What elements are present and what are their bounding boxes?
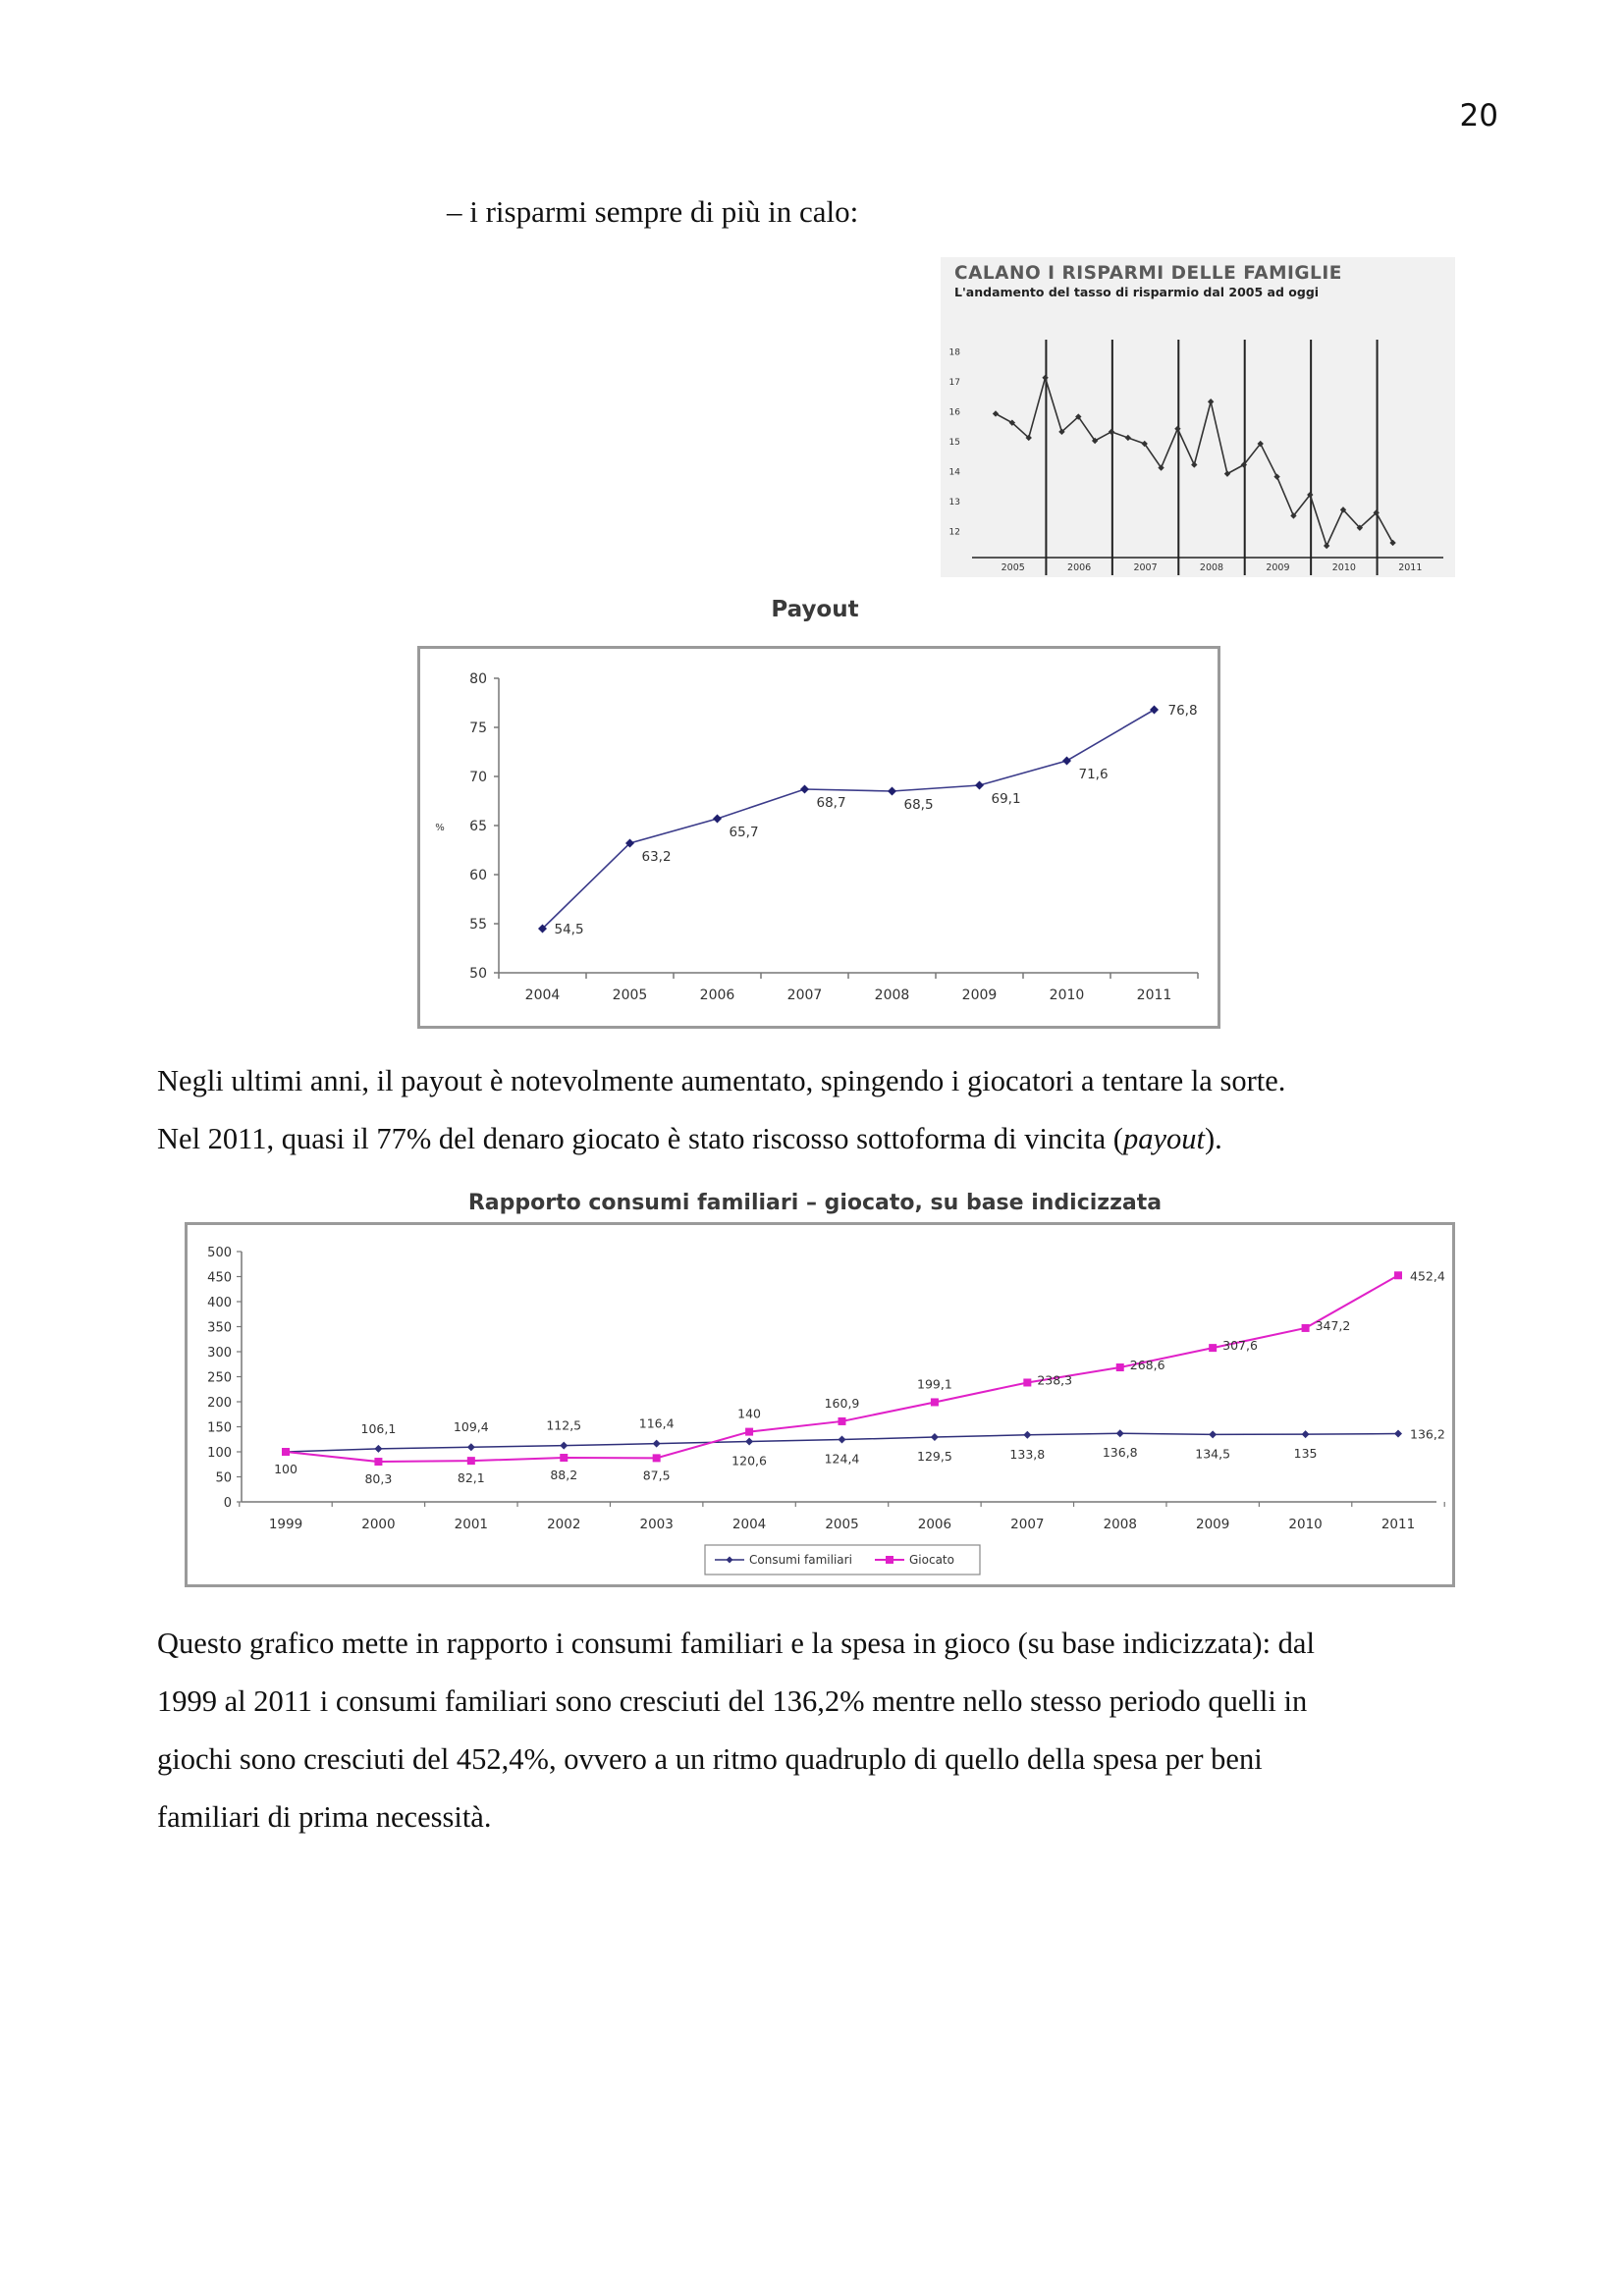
giocato-data-point	[1302, 1324, 1310, 1332]
paragraph-payout-line-2	[157, 1110, 1492, 1168]
consumi-data-point	[467, 1443, 475, 1451]
payout-y-tick-label: 70	[469, 770, 487, 785]
savings-chart-svg	[941, 257, 1455, 577]
index-x-tick-label: 2011	[1380, 1517, 1416, 1532]
consumi-data-label: 112,5	[546, 1417, 582, 1433]
payout-data-point	[1150, 706, 1159, 715]
index-y-tick-label: 300	[207, 1346, 232, 1361]
giocato-data-point	[653, 1454, 661, 1462]
savings-y-tick-label: 14	[948, 467, 960, 478]
savings-x-tick-label: 2005	[1001, 562, 1025, 573]
savings-chart-title: CALANO I RISPARMI DELLE FAMIGLIE	[954, 263, 1342, 284]
payout-data-label: 63,2	[641, 849, 672, 865]
giocato-data-label: 160,9	[824, 1395, 860, 1411]
savings-x-tick-label: 2006	[1067, 562, 1092, 573]
index-x-tick-label: 2003	[639, 1517, 674, 1532]
payout-y-tick-label: 75	[469, 721, 487, 736]
payout-chart-svg	[420, 649, 1218, 1026]
giocato-data-label: 100	[274, 1462, 298, 1476]
consumi-data-label: 124,4	[824, 1451, 860, 1467]
consumi-data-label: 133,8	[1009, 1446, 1046, 1462]
giocato-data-label: 87,5	[642, 1468, 671, 1483]
consumi-data-label: 134,5	[1195, 1446, 1231, 1462]
index-chart	[185, 1222, 1455, 1587]
paragraph-payout-end: ).	[1204, 1122, 1222, 1155]
consumi-data-label: 106,1	[360, 1420, 397, 1436]
savings-chart-subtitle: L'andamento del tasso di risparmio dal 2005 ad oggi	[954, 285, 1320, 299]
payout-x-tick-label: 2005	[612, 988, 648, 1003]
payout-x-tick-label: 2007	[786, 988, 823, 1003]
consumi-data-point	[1394, 1430, 1402, 1438]
giocato-data-label: 82,1	[457, 1470, 485, 1486]
payout-series-line	[543, 710, 1155, 929]
giocato-data-label: 80,3	[364, 1471, 393, 1487]
payout-data-label: 68,5	[903, 797, 934, 813]
giocato-data-label: 307,6	[1222, 1338, 1258, 1354]
payout-data-label: 76,8	[1167, 703, 1198, 719]
index-x-tick-label: 2001	[454, 1517, 489, 1532]
consumi-data-label: 116,4	[638, 1415, 675, 1431]
giocato-data-label: 347,2	[1315, 1317, 1351, 1333]
index-y-tick-label: 400	[207, 1296, 232, 1310]
index-y-tick-label: 100	[207, 1446, 232, 1461]
index-x-tick-label: 2006	[917, 1517, 952, 1532]
giocato-legend-label: Giocato	[909, 1553, 954, 1567]
consumi-data-point	[745, 1437, 753, 1445]
giocato-data-point	[374, 1458, 382, 1466]
payout-y-axis-label: %	[435, 823, 445, 833]
payout-y-tick-label: 60	[469, 868, 487, 883]
index-x-tick-label: 2004	[731, 1517, 767, 1532]
consumi-data-label: 120,6	[731, 1453, 767, 1468]
payout-data-label: 71,6	[1078, 767, 1109, 782]
index-x-tick-label: 2009	[1195, 1517, 1230, 1532]
payout-y-tick-label: 80	[469, 671, 487, 687]
consumi-legend-label: Consumi familiari	[749, 1553, 852, 1567]
index-x-tick-label: 2005	[825, 1517, 859, 1532]
giocato-legend-marker	[886, 1556, 893, 1564]
savings-y-tick-label: 12	[948, 527, 960, 538]
index-legend	[705, 1545, 980, 1575]
consumi-data-label: 135	[1293, 1446, 1318, 1462]
savings-y-tick-label: 17	[948, 377, 960, 388]
index-x-tick-label: 2010	[1288, 1517, 1323, 1532]
giocato-data-label: 88,2	[550, 1468, 578, 1483]
consumi-data-point	[374, 1445, 382, 1453]
consumi-data-label: 109,4	[453, 1419, 489, 1435]
consumi-data-point	[931, 1433, 939, 1441]
payout-x-tick-label: 2008	[874, 988, 910, 1003]
index-y-tick-label: 0	[223, 1496, 232, 1511]
payout-chart-title: Payout	[771, 597, 859, 622]
savings-chart	[941, 257, 1455, 577]
index-x-tick-label: 2008	[1103, 1517, 1137, 1532]
savings-y-tick-label: 13	[948, 498, 960, 508]
giocato-data-label: 140	[737, 1406, 762, 1421]
index-y-tick-label: 250	[207, 1370, 232, 1386]
paragraph-index	[157, 1615, 1492, 1846]
consumi-data-point	[560, 1442, 568, 1450]
paragraph-index-line-2: 1999 al 2011 i consumi familiari sono cresciuti del 136,2% mentre nello stesso periodo quelli in	[157, 1684, 1308, 1718]
paragraph-payout	[157, 1052, 1492, 1168]
payout-data-label: 69,1	[991, 791, 1021, 807]
index-y-tick-label: 350	[207, 1320, 232, 1336]
index-chart-svg	[188, 1225, 1452, 1584]
paragraph-payout-line-1: Negli ultimi anni, il payout è notevolmente aumentato, spingendo i giocatori a tentare la sorte.	[157, 1064, 1286, 1097]
giocato-data-point	[931, 1398, 939, 1406]
payout-data-point	[713, 815, 722, 824]
giocato-data-point	[282, 1448, 290, 1456]
payout-data-point	[888, 787, 896, 796]
paragraph-index-line-3: giochi sono cresciuti del 452,4%, ovvero a un ritmo quadruplo di quello della spesa per beni	[157, 1742, 1263, 1776]
index-x-tick-label: 2002	[547, 1517, 581, 1532]
payout-emphasis: payout	[1122, 1122, 1205, 1155]
payout-x-tick-label: 2004	[524, 988, 561, 1003]
payout-x-tick-label: 2011	[1136, 988, 1172, 1003]
index-y-tick-label: 200	[207, 1396, 232, 1411]
paragraph-index-line-4: familiari di prima necessità.	[157, 1800, 492, 1834]
consumi-data-point	[839, 1436, 846, 1444]
consumi-data-point	[1023, 1431, 1031, 1439]
payout-chart	[417, 646, 1220, 1029]
giocato-data-point	[839, 1417, 846, 1425]
payout-data-label: 54,5	[554, 922, 584, 937]
payout-x-tick-label: 2006	[699, 988, 735, 1003]
payout-data-label: 65,7	[729, 825, 759, 840]
savings-x-tick-label: 2010	[1331, 562, 1356, 573]
giocato-data-point	[467, 1457, 475, 1465]
payout-data-point	[1062, 757, 1071, 766]
giocato-data-point	[1209, 1344, 1217, 1352]
consumi-data-label: 136,2	[1410, 1426, 1445, 1442]
savings-x-tick-label: 2011	[1398, 562, 1423, 573]
giocato-data-label: 199,1	[917, 1376, 952, 1392]
consumi-data-label: 129,5	[917, 1448, 952, 1464]
savings-x-tick-label: 2009	[1266, 562, 1290, 573]
payout-y-tick-label: 50	[469, 966, 487, 982]
savings-x-tick-label: 2007	[1133, 562, 1158, 573]
paragraph-index-line-1: Questo grafico mette in rapporto i consumi familiari e la spesa in gioco (su base indicizzata): dal	[157, 1627, 1315, 1660]
consumi-data-label: 136,8	[1102, 1445, 1138, 1461]
payout-data-point	[800, 785, 809, 794]
index-x-tick-label: 1999	[268, 1517, 303, 1532]
index-y-tick-label: 500	[207, 1246, 232, 1260]
payout-x-tick-label: 2010	[1049, 988, 1085, 1003]
giocato-data-label: 238,3	[1037, 1372, 1073, 1388]
payout-data-point	[975, 781, 984, 790]
savings-y-tick-label: 18	[948, 347, 960, 358]
giocato-data-point	[1394, 1271, 1402, 1279]
giocato-data-point	[560, 1454, 568, 1462]
paragraph-payout-text: Nel 2011, quasi il 77% del denaro giocato è stato riscosso sottoforma di vincita (	[157, 1122, 1123, 1155]
index-y-tick-label: 450	[207, 1270, 232, 1286]
payout-y-tick-label: 65	[469, 819, 487, 834]
payout-data-label: 68,7	[816, 795, 846, 811]
giocato-data-label: 452,4	[1410, 1268, 1445, 1284]
consumi-data-point	[1209, 1430, 1217, 1438]
savings-y-tick-label: 15	[948, 438, 960, 448]
savings-x-tick-label: 2008	[1199, 562, 1224, 573]
payout-y-tick-label: 55	[469, 917, 487, 933]
giocato-data-point	[1023, 1378, 1031, 1386]
index-x-tick-label: 2007	[1010, 1517, 1045, 1532]
giocato-data-label: 268,6	[1129, 1358, 1165, 1373]
consumi-data-point	[653, 1440, 661, 1448]
page-number: 20	[1459, 98, 1498, 133]
bullet-line: – i risparmi sempre di più in calo:	[447, 194, 859, 229]
index-chart-title: Rapporto consumi familiari – giocato, su base indicizzata	[467, 1191, 1163, 1215]
index-y-tick-label: 50	[215, 1470, 232, 1486]
index-x-tick-label: 2000	[361, 1517, 396, 1532]
payout-x-tick-label: 2009	[961, 988, 998, 1003]
index-y-tick-label: 150	[207, 1420, 232, 1436]
consumi-data-point	[1116, 1429, 1124, 1437]
giocato-data-point	[745, 1428, 753, 1436]
savings-y-tick-label: 16	[948, 407, 960, 418]
giocato-data-point	[1116, 1363, 1124, 1371]
consumi-data-point	[1302, 1430, 1310, 1438]
